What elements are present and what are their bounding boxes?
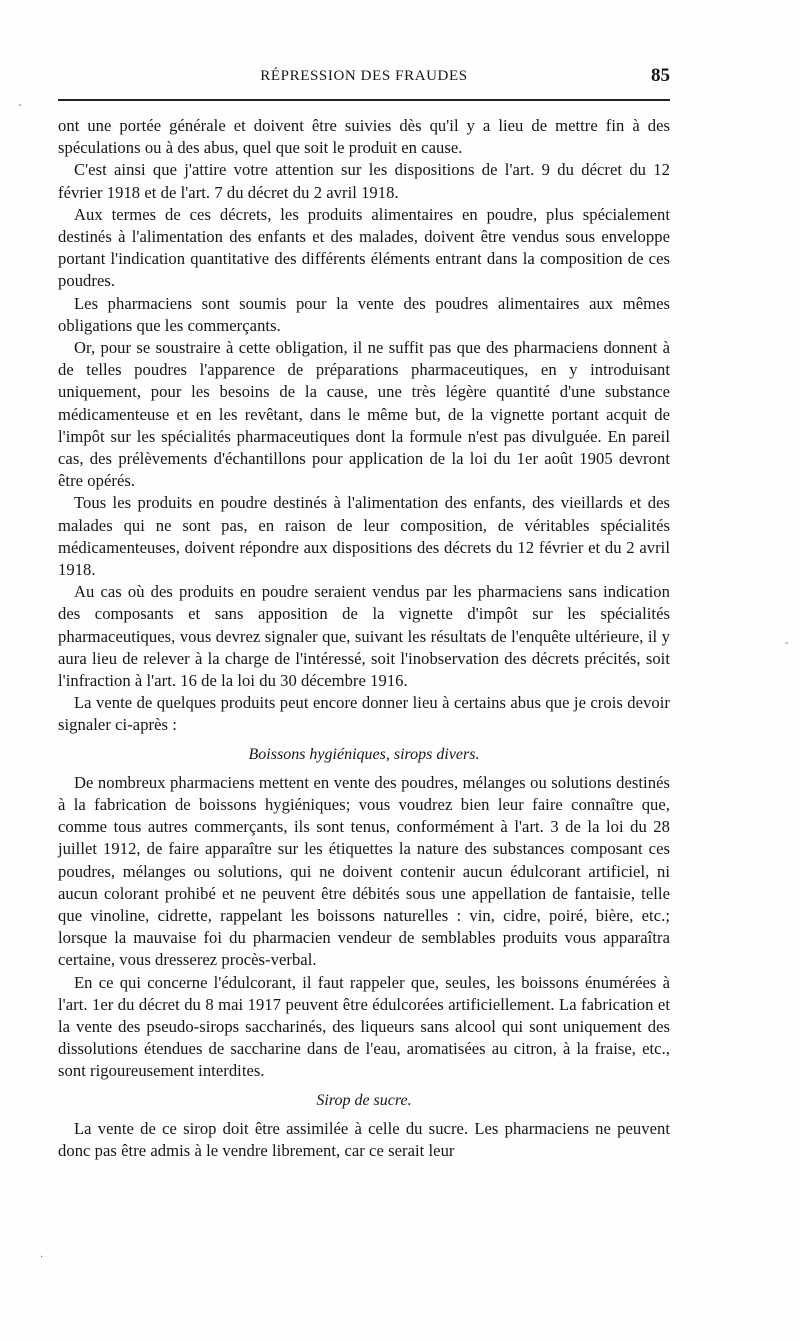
paragraph: Aux termes de ces décrets, les produits alimentaires en poudre, plus spécialement destinés à l'alimentation des enfants et des malades, doivent être vendus sous enveloppe portant l'indication quantitative des différents éléments entrant dans la composition de ces poudres. xyxy=(58,204,670,291)
paragraph: En ce qui concerne l'édulcorant, il faut rappeler que, seules, les boissons énumérées à l'art. 1er du décret du 8 mai 1917 peuvent être édulcorées artificiellement. La fabrication et la vente des pseudo-sirops saccharinés, des liqueurs sans alcool qui sont uniquement des dissolutions étendues de saccharine dans de l'eau, aromatisées au citron, à la fraise, etc., sont rigoureusement interdites. xyxy=(58,972,670,1081)
paragraph: ont une portée générale et doivent être suivies dès qu'il y a lieu de mettre fin à des spéculations ou à des abus, quel que soit le produit en cause. xyxy=(58,116,670,158)
paragraph: Les pharmaciens sont soumis pour la vente des poudres alimentaires aux mêmes obligations que les commerçants. xyxy=(58,293,670,335)
header-rule xyxy=(58,99,670,101)
scan-speck: · xyxy=(40,1252,44,1263)
section-title: Boissons hygiéniques, sirops divers. xyxy=(248,745,480,763)
paragraph: C'est ainsi que j'attire votre attention sur les dispositions de l'art. 9 du décret du 12 février 1918 et de l'art. 7 du décret du 2 avril 1918. xyxy=(58,160,670,202)
scan-speck: - xyxy=(785,638,789,649)
paragraph: La vente de ce sirop doit être assimilée à celle du sucre. Les pharmaciens ne peuvent donc pas être admis à le vendre librement, car ce serait leur xyxy=(58,1118,670,1160)
paragraph: De nombreux pharmaciens mettent en vente des poudres, mélanges ou solutions destinés à la fabrication de boissons hygiéniques; vous voudrez bien leur faire connaître que, comme tous autres commerçants, ils sont tenus, conformément à l'art. 3 de la loi du 28 juillet 1912, de faire apparaître sur les étiquettes la nature des substances composant ces poudres, mélanges ou solutions, qui ne doivent contenir aucun édulcorant artificiel, ni aucun colorant prohibé et ne peuvent être débités sous une appellation de fantaisie, telle que vinoline, cidrette, rappelant les boissons naturelles : vin, cidre, poiré, bière, etc.; lorsque la mauvaise foi du pharmacien vendeur de semblables produits vous apparaîtra certaine, vous dresserez procès-verbal. xyxy=(58,772,670,970)
paragraph: Tous les produits en poudre destinés à l'alimentation des enfants, des vieillards et des malades qui ne sont pas, en raison de leur composition, de véritables spécialités médicamenteuses, doivent répondre aux dispositions des décrets du 12 février et du 2 avril 1918. xyxy=(58,493,670,580)
page-number: 85 xyxy=(651,65,670,86)
running-head: RÉPRESSION DES FRAUDES xyxy=(260,68,468,84)
paragraph: Or, pour se soustraire à cette obligation, il ne suffit pas que des pharmaciens donnent à de telles poudres l'apparence de préparations pharmaceutiques, en y introduisant uniquement, pour les besoins de la cause, une très légère quantité d'une substance médicamenteuse et en les revêtant, dans le même but, de la vignette portant acquit de l'impôt sur les spécialités pharmaceutiques dont la formule n'est pas divulguée. En pareil cas, des prélèvements d'échantillons pour application de la loi du 1er août 1905 devront être opérés. xyxy=(58,338,670,491)
paragraph: Au cas où des produits en poudre seraient vendus par les pharmaciens sans indication des composants et sans apposition de la vignette d'impôt sur les spécialités pharmaceutiques, vous devrez signaler que, suivant les résultats de l'enquête ultérieure, il y aura lieu de relever à la charge de l'intéressé, soit l'inobservation des décrets précités, soit l'infraction à l'art. 16 de la loi du 30 décembre 1916. xyxy=(58,582,670,691)
page-header xyxy=(58,64,670,88)
scan-speck: - xyxy=(18,100,22,111)
page-body xyxy=(58,115,670,1162)
paragraph: La vente de quelques produits peut encore donner lieu à certains abus que je crois devoir signaler ci-après : xyxy=(58,693,670,735)
section-title: Sirop de sucre. xyxy=(316,1091,412,1109)
